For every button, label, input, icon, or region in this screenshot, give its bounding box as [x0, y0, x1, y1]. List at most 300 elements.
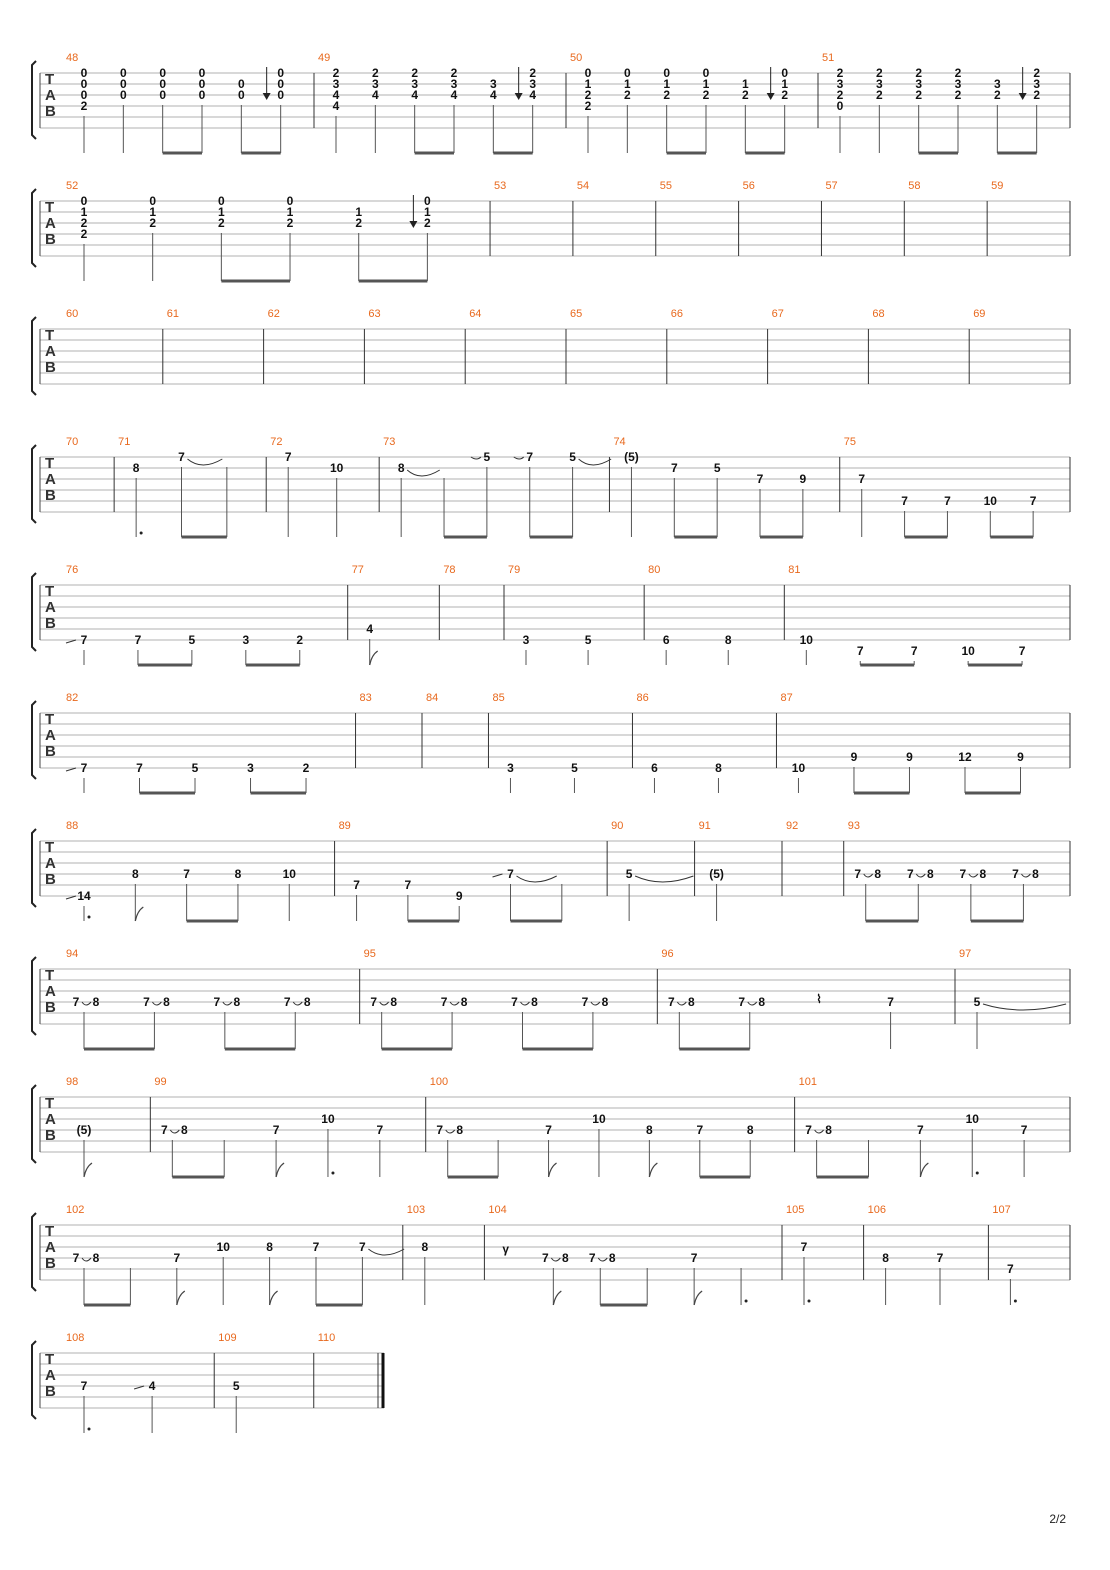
fret-number: 8 — [758, 995, 766, 1009]
fret-number: 7 — [959, 867, 967, 881]
beat — [984, 494, 998, 537]
tab-clef-letter: A — [45, 1367, 56, 1384]
fret-number: 7 — [1007, 1262, 1014, 1276]
fret-number: 7 — [856, 644, 864, 658]
measure — [154, 1076, 425, 1177]
fret-number: 0 — [119, 77, 127, 91]
fret-number: (5) — [709, 867, 724, 881]
beat — [961, 644, 975, 665]
beat — [700, 1123, 754, 1177]
fret-number: 8 — [92, 1251, 100, 1265]
beat — [937, 1251, 944, 1305]
fret-number: 7 — [359, 1240, 366, 1254]
beat — [238, 77, 245, 153]
fret-number: 7 — [906, 867, 914, 881]
eighth-flag — [270, 1291, 278, 1305]
fret-number: 5 — [973, 995, 981, 1009]
fret-number: 7 — [72, 995, 80, 1009]
measure-number: 104 — [488, 1204, 507, 1216]
tab-clef-letter: A — [45, 983, 56, 1000]
fret-number: 7 — [160, 1123, 168, 1137]
beat — [138, 633, 196, 665]
rhythm-dot — [140, 532, 143, 535]
fret-number: 8 — [397, 461, 405, 475]
fret-number: 7 — [588, 1251, 596, 1265]
beat — [213, 995, 240, 1049]
tie-arc — [368, 1249, 404, 1255]
fret-number: 7 — [136, 761, 143, 775]
fret-number: 3 — [915, 77, 923, 91]
fret-number: 8 — [303, 995, 311, 1009]
fret-number: 1 — [355, 205, 363, 219]
tab-clef-letter: T — [45, 71, 55, 88]
fret-number: 8 — [724, 633, 732, 647]
fret-number: 9 — [850, 750, 858, 764]
fret-number: 10 — [799, 633, 813, 647]
measure-number: 78 — [443, 564, 456, 576]
fret-number: 0 — [80, 194, 88, 208]
fret-number: 5 — [571, 761, 578, 775]
fret-number: 10 — [791, 761, 806, 775]
fret-number: 2 — [781, 88, 789, 102]
fret-number: 7 — [887, 995, 894, 1009]
fret-number: 8 — [882, 1251, 889, 1265]
beat — [73, 995, 100, 1049]
beat — [994, 77, 1001, 153]
fret-number: 5 — [483, 450, 491, 464]
beat — [760, 472, 807, 537]
eighth-flag — [177, 1291, 185, 1305]
fret-number: 1 — [218, 205, 225, 219]
fret-number: 3 — [242, 633, 250, 647]
beat — [511, 995, 538, 1049]
tie-arc — [579, 459, 612, 465]
measure — [508, 564, 644, 665]
eighth-flag — [553, 1291, 561, 1305]
fret-number: 2 — [80, 227, 88, 241]
tie-arc — [983, 1004, 1066, 1010]
fret-number: 0 — [663, 66, 671, 80]
fret-number: 4 — [332, 88, 340, 102]
fret-number: 2 — [836, 88, 844, 102]
measure — [218, 1332, 314, 1433]
fret-number: 0 — [424, 194, 431, 208]
tab-clef-letter: A — [45, 471, 56, 488]
measure-number: 88 — [66, 820, 79, 832]
strum-arrow-icon — [409, 221, 417, 228]
rhythm-dot — [976, 1172, 979, 1175]
beat — [415, 66, 458, 153]
measure-number: 93 — [847, 820, 860, 832]
fret-number: 5 — [188, 633, 196, 647]
tab-clef-letter: T — [45, 839, 55, 856]
fret-number: 4 — [366, 622, 374, 636]
fret-number: 2 — [332, 66, 340, 80]
beat — [372, 66, 379, 153]
fret-number: 7 — [910, 644, 918, 658]
fret-number: 5 — [191, 761, 199, 775]
fret-number: 0 — [623, 66, 631, 80]
fret-number: 7 — [183, 867, 190, 881]
system-bracket — [32, 1341, 36, 1419]
fret-number: 4 — [411, 88, 419, 102]
beat — [120, 66, 127, 153]
beat — [77, 1123, 92, 1177]
measure-number: 103 — [406, 1204, 426, 1216]
fret-number: 7 — [581, 995, 589, 1009]
measure-number: 67 — [771, 308, 784, 320]
fret-number: 0 — [584, 66, 592, 80]
fret-number: 2 — [741, 88, 749, 102]
measure-number: 52 — [66, 180, 79, 192]
fret-number: 2 — [623, 88, 631, 102]
measure — [66, 52, 314, 153]
fret-number: 7 — [353, 878, 360, 892]
measure-number: 109 — [218, 1332, 237, 1344]
fret-number: 8 — [1032, 867, 1039, 881]
fret-number: (5) — [76, 1123, 92, 1137]
fret-number: 8 — [601, 995, 609, 1009]
measure-number: 60 — [66, 308, 79, 320]
beat — [490, 77, 497, 153]
tab-system — [32, 948, 1070, 1049]
beat — [273, 1123, 284, 1177]
beat — [523, 633, 530, 665]
beat — [183, 867, 190, 921]
fret-number: 7 — [80, 761, 88, 775]
fret-number: 7 — [173, 1251, 181, 1265]
tab-clef-letter: A — [45, 855, 56, 872]
fret-number: 0 — [277, 77, 285, 91]
fret-number: 0 — [286, 194, 294, 208]
fret-number: 3 — [836, 77, 844, 91]
tab-clef-letter: B — [45, 1127, 56, 1144]
fret-number: 7 — [526, 450, 534, 464]
fret-number: 3 — [411, 77, 419, 91]
beat — [816, 992, 822, 1006]
tab-clef-letter: T — [45, 1351, 55, 1368]
beat — [530, 450, 611, 537]
fret-number: 12 — [958, 750, 972, 764]
measure — [318, 52, 566, 153]
fret-number: 2 — [302, 761, 310, 775]
beat — [817, 1140, 869, 1177]
system-bracket — [32, 317, 36, 395]
beat — [398, 461, 440, 537]
fret-number: 3 — [489, 77, 497, 91]
fret-number: 3 — [529, 77, 537, 91]
fret-number: 8 — [460, 995, 468, 1009]
beat — [668, 995, 695, 1049]
beat — [502, 1242, 509, 1256]
tab-clef-letter: A — [45, 1239, 56, 1256]
beat — [81, 194, 88, 281]
measure-number: 100 — [429, 1076, 449, 1088]
measure — [270, 436, 379, 537]
measure — [383, 436, 611, 537]
measure-number: 74 — [613, 436, 626, 448]
measure-number: 76 — [66, 564, 79, 576]
fret-number: 2 — [954, 88, 962, 102]
beat — [444, 450, 491, 537]
fret-number: 7 — [213, 995, 221, 1009]
fret-number: 7 — [917, 1123, 924, 1137]
beat — [905, 494, 952, 537]
fret-number: 7 — [545, 1123, 552, 1137]
measure — [661, 948, 955, 1049]
fret-number: 0 — [702, 66, 710, 80]
fret-number: 2 — [1033, 66, 1041, 80]
fret-number: 8 — [646, 1123, 653, 1137]
beat — [725, 633, 732, 665]
fret-number: 7 — [80, 1379, 88, 1393]
tab-system — [32, 692, 1070, 793]
fret-number: 2 — [875, 88, 883, 102]
beat — [163, 66, 206, 153]
beat — [960, 867, 987, 921]
measure-number: 99 — [154, 1076, 167, 1088]
rhythm-dot — [88, 1428, 91, 1431]
eighth-flag — [549, 1163, 557, 1177]
fret-number: 2 — [296, 633, 304, 647]
fret-number: 2 — [80, 99, 88, 113]
tie-arc — [517, 876, 557, 882]
beat — [968, 644, 1026, 665]
beat — [411, 66, 418, 153]
beat — [493, 867, 557, 921]
measure — [848, 820, 1070, 921]
tab-clef-letter: T — [45, 1223, 55, 1240]
fret-number: 2 — [286, 216, 294, 230]
eighth-flag — [920, 1163, 928, 1177]
beat — [646, 1123, 657, 1177]
beat — [801, 1240, 811, 1305]
eighth-rest-icon: γ — [502, 1242, 510, 1256]
measure-number: 83 — [359, 692, 372, 704]
beat — [854, 867, 881, 921]
fret-number: 7 — [756, 472, 764, 486]
fret-number: 7 — [272, 1123, 280, 1137]
beat — [132, 867, 143, 921]
measure-number: 96 — [661, 948, 674, 960]
fret-number: 10 — [983, 494, 997, 508]
fret-number: 8 — [687, 995, 695, 1009]
fret-number: 8 — [163, 995, 170, 1009]
measure-number: 65 — [570, 308, 583, 320]
beat — [709, 867, 724, 921]
measure — [699, 820, 782, 921]
measure-number: 66 — [670, 308, 684, 320]
tab-clef-letter: B — [45, 1383, 56, 1400]
strum-arrow-icon — [767, 93, 775, 100]
fret-number: 8 — [266, 1240, 273, 1254]
tab-system — [32, 308, 1070, 395]
tab-clef-letter: B — [45, 359, 56, 376]
beat — [851, 750, 858, 793]
beat — [421, 1240, 428, 1305]
fret-number: 5 — [713, 461, 721, 475]
measure-number: 50 — [570, 52, 583, 64]
beat — [285, 450, 292, 537]
measure-number: 91 — [698, 820, 711, 832]
fret-number: 7 — [667, 995, 675, 1009]
measure — [66, 180, 490, 281]
tab-clef-letter: T — [45, 1095, 55, 1112]
tie-arc — [187, 459, 222, 465]
fret-number: 7 — [541, 1251, 549, 1265]
fret-number: 2 — [836, 66, 844, 80]
measure — [822, 52, 1070, 153]
beat — [585, 633, 592, 665]
fret-number: 9 — [1017, 750, 1024, 764]
tab-clef-letter: B — [45, 871, 56, 888]
fret-number: 2 — [411, 66, 419, 80]
measure-number: 102 — [66, 1204, 85, 1216]
tab-clef-letter: B — [45, 999, 56, 1016]
measure — [66, 1204, 404, 1305]
fret-number: 4 — [371, 88, 379, 102]
beat — [405, 878, 412, 921]
fret-number: 0 — [237, 88, 245, 102]
beat — [837, 66, 844, 153]
fret-number: 0 — [237, 77, 245, 91]
fret-number: 2 — [663, 88, 671, 102]
fret-number: 7 — [284, 450, 292, 464]
tab-system — [32, 564, 1070, 665]
fret-number: 10 — [282, 867, 296, 881]
beat — [624, 66, 631, 153]
tab-system — [32, 52, 1070, 153]
beat — [283, 867, 297, 921]
system-bracket — [32, 1213, 36, 1291]
fret-number: 2 — [875, 66, 883, 80]
beat — [651, 761, 658, 793]
fret-number: 7 — [858, 472, 866, 486]
tab-clef-letter: A — [45, 599, 56, 616]
beat — [247, 761, 254, 793]
fret-number: 7 — [1020, 1123, 1028, 1137]
measure-number: 85 — [492, 692, 505, 704]
measure — [570, 52, 818, 153]
fret-number: 2 — [584, 99, 592, 113]
beat — [696, 1123, 703, 1177]
beat — [218, 194, 225, 281]
measure — [799, 1076, 1070, 1177]
measure-number: 51 — [822, 52, 835, 64]
fret-number: 5 — [569, 450, 576, 464]
fret-number: 7 — [283, 995, 291, 1009]
measure-number: 73 — [383, 436, 396, 448]
fret-number: 2 — [915, 88, 923, 102]
beat — [359, 194, 431, 281]
beat — [901, 494, 908, 537]
measure-number: 62 — [267, 308, 280, 320]
beat — [858, 472, 865, 537]
fret-number: 0 — [80, 66, 88, 80]
beat — [251, 761, 310, 793]
beat — [589, 1251, 616, 1305]
fret-number: 8 — [561, 1251, 569, 1265]
measure-number: 79 — [508, 564, 521, 576]
eighth-flag — [649, 1163, 657, 1177]
fret-number: 1 — [702, 77, 710, 91]
beat — [246, 633, 304, 665]
rhythm-dot — [745, 1300, 748, 1303]
tab-system — [32, 1332, 384, 1433]
measure-number: 97 — [958, 948, 972, 960]
measure-number: 81 — [788, 564, 801, 576]
fret-number: 0 — [119, 88, 127, 102]
beat — [742, 77, 749, 153]
fret-number: 7 — [854, 867, 862, 881]
fret-number: 3 — [332, 77, 340, 91]
tie-arc — [407, 470, 440, 476]
measure — [364, 948, 658, 1049]
measure-number: 72 — [270, 436, 283, 448]
fret-number: 0 — [277, 66, 285, 80]
beat — [545, 1123, 556, 1177]
beat — [159, 66, 166, 153]
tab-system — [32, 820, 1070, 921]
fret-number: 10 — [321, 1112, 335, 1126]
beat — [805, 1123, 832, 1177]
measure-number: 54 — [576, 180, 590, 192]
tab-clef-letter: T — [45, 583, 55, 600]
measure-number: 56 — [742, 180, 755, 192]
measure-number: 95 — [363, 948, 376, 960]
tab-clef-letter: B — [45, 231, 56, 248]
tab-clef-letter: T — [45, 967, 55, 984]
beat — [626, 867, 694, 921]
fret-number: 1 — [584, 77, 592, 91]
fret-number: 0 — [159, 66, 167, 80]
tab-clef-letter: T — [45, 455, 55, 472]
beat — [958, 750, 972, 793]
beat — [854, 750, 913, 793]
fret-number: 10 — [216, 1240, 230, 1254]
fret-number: 2 — [954, 66, 962, 80]
measure-number: 69 — [973, 308, 986, 320]
fret-number: 3 — [993, 77, 1001, 91]
beat — [745, 66, 788, 153]
tab-system — [32, 1076, 1070, 1177]
tab-clef-letter: T — [45, 199, 55, 216]
fret-number: 1 — [424, 205, 431, 219]
beat — [233, 1379, 240, 1433]
beat — [81, 1379, 91, 1433]
fret-number: 8 — [979, 867, 987, 881]
fret-number: 8 — [926, 867, 934, 881]
measure-number: 53 — [494, 180, 507, 192]
tab-clef-letter: T — [45, 327, 55, 344]
beat — [624, 450, 639, 537]
fret-number: 2 — [80, 216, 88, 230]
fret-number: 8 — [715, 761, 722, 775]
fret-number: 0 — [198, 77, 206, 91]
measure — [786, 1204, 864, 1305]
fret-number: 2 — [355, 216, 363, 230]
fret-number: 6 — [662, 633, 670, 647]
beat — [671, 461, 678, 537]
beat — [715, 761, 722, 793]
measure-number: 94 — [66, 948, 79, 960]
fret-number: 3 — [954, 77, 962, 91]
fret-number: 2 — [529, 66, 537, 80]
fret-number: 3 — [1033, 77, 1041, 91]
fret-number: 2 — [149, 216, 157, 230]
fret-number: 0 — [80, 88, 88, 102]
measure — [613, 436, 839, 537]
